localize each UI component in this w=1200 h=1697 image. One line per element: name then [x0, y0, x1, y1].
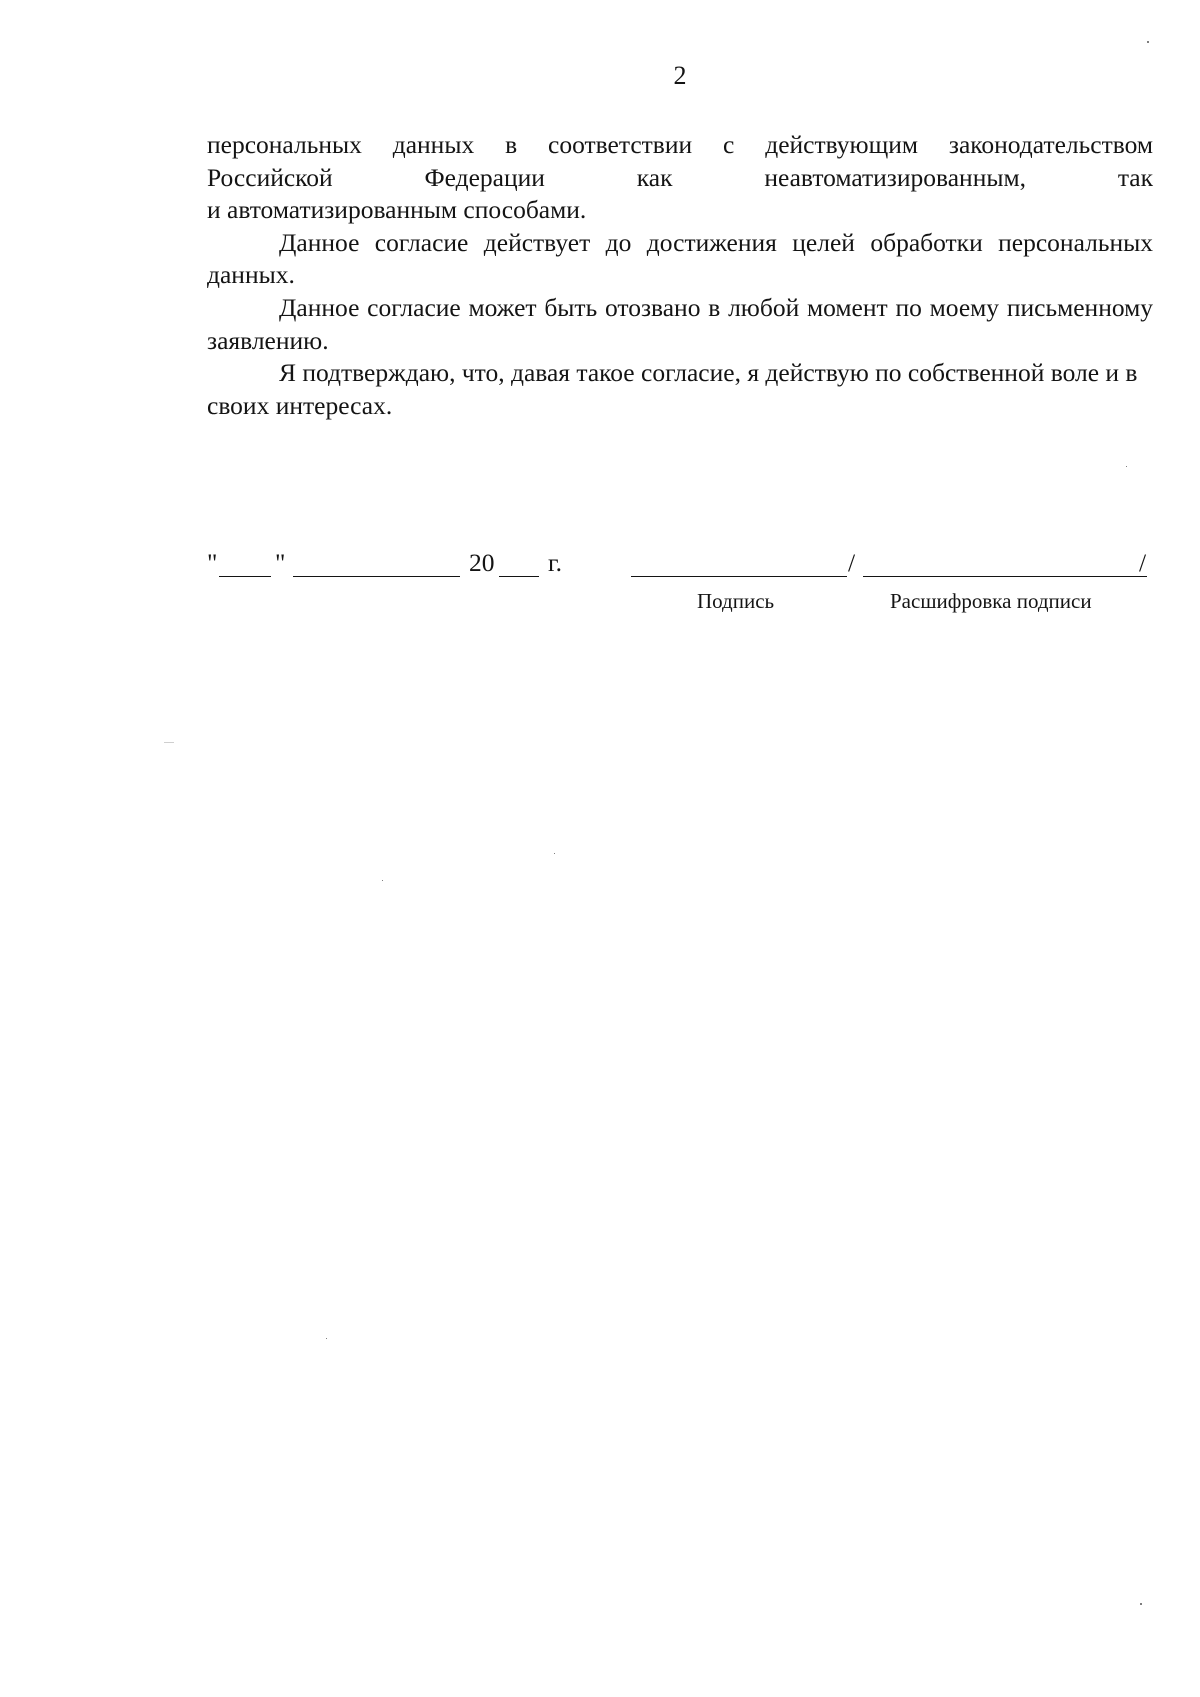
consent-body	[207, 129, 1153, 422]
signature-slash: /	[848, 548, 856, 577]
year-prefix: 20	[469, 548, 495, 577]
day-blank	[219, 576, 271, 577]
scan-speck	[1147, 41, 1149, 43]
paragraph-legal-basis: персональных данных в соответствии с действующим законодательством	[207, 130, 1153, 159]
scan-speck	[1140, 1603, 1142, 1605]
signature-blank	[631, 576, 847, 577]
date-quote-open: "	[207, 548, 218, 577]
paragraph-revocation: Данное согласие может быть отозвано в любой момент по моему письменному заявлению.	[207, 292, 1153, 355]
year-blank	[499, 576, 539, 577]
decoding-blank	[863, 576, 1147, 577]
paragraph-legal-basis-line-3: и автоматизированным способами.	[207, 195, 587, 225]
date-quote-close: "	[275, 548, 286, 577]
paragraph-confirmation: Я подтверждаю, что, давая такое согласие, я действую по собственной воле и в своих интересах.	[207, 358, 1138, 420]
month-blank	[293, 576, 460, 577]
decoding-caption: Расшифровка подписи	[890, 589, 1092, 613]
decoding-slash: /	[1139, 548, 1147, 577]
scan-speck	[326, 1338, 327, 1339]
scan-speck	[1126, 466, 1127, 467]
paragraph-legal-basis-line-2: Российской Федерации как неавтоматизированным, так	[207, 162, 1153, 192]
page-number: 2	[673, 61, 687, 90]
paragraph-validity: Данное согласие действует до достижения целей обработки персональных данных.	[207, 227, 1153, 290]
scan-line	[164, 742, 174, 743]
scan-speck	[382, 880, 383, 881]
signature-caption: Подпись	[697, 589, 775, 613]
year-suffix: г.	[548, 548, 562, 577]
scan-speck	[554, 853, 555, 854]
